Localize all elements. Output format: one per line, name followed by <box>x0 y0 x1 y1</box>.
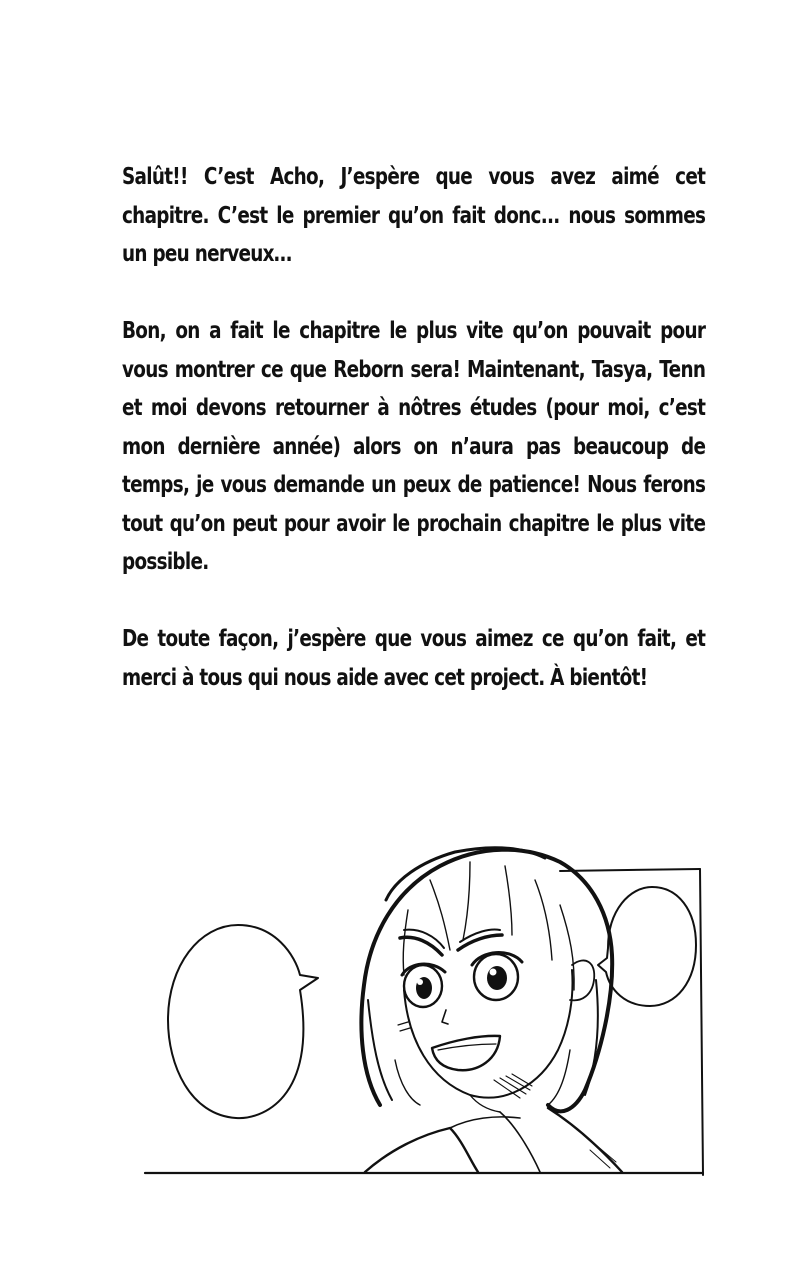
note-paragraph-greeting: Salût!! C’est Acho, J’espère que vous avez aimé cet chapitre. C’est le premier qu’on fait donc... nous sommes un peu nerveux… <box>122 164 706 267</box>
panel-frame <box>145 869 703 1175</box>
character-drawing <box>361 848 622 1172</box>
author-note <box>122 158 706 697</box>
speech-bubble-left <box>168 925 318 1118</box>
character-sketch <box>0 820 800 1200</box>
note-paragraph-thanks: De toute façon, j’espère que vous aimez ce qu’on fait, et merci à tous qui nous aide avec cet project. À bientôt! <box>122 626 706 691</box>
note-paragraph-studies: Bon, on a fait le chapitre le plus vite qu’on pouvait pour vous montrer ce que Reborn sera! Maintenant, Tasya, Tenn et moi devons retourner à nôtres études (pour moi, c’est mon dernière année) alors on n’aura pas beaucoup de temps, je vous demande un peux de patience! Nous ferons tout qu’on peut pour avoir le prochain chapitre le plus vite possible. <box>122 318 706 575</box>
